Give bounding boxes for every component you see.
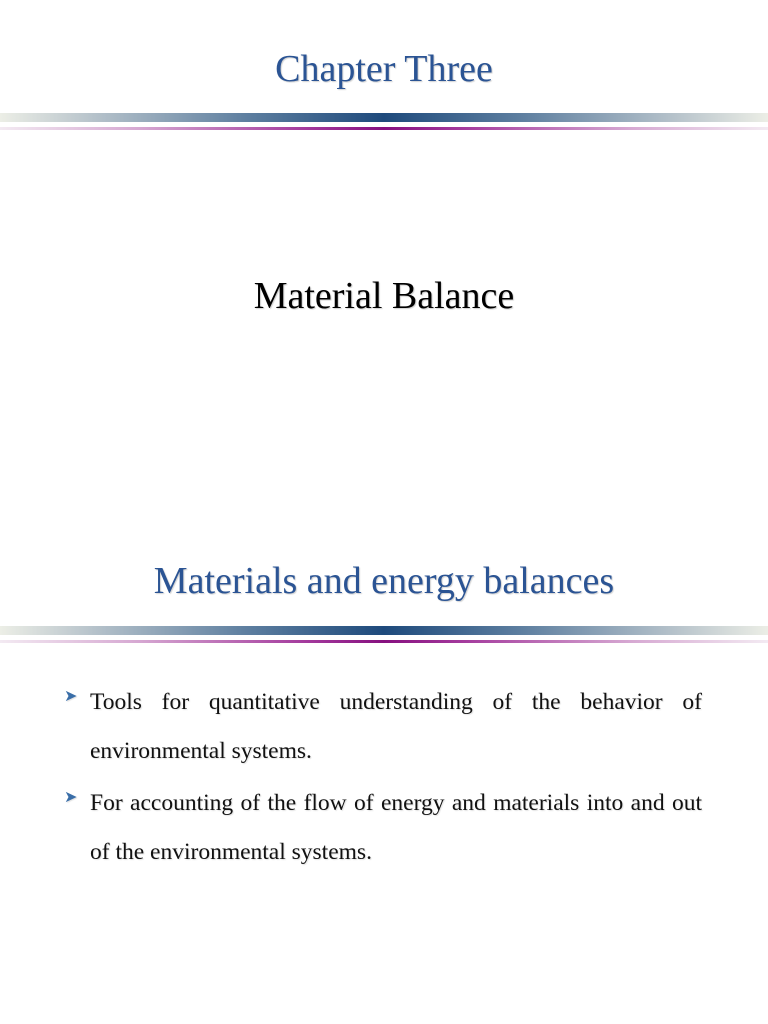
- divider-purple-band: [0, 127, 768, 130]
- arrowhead-bullet-icon: ➤: [64, 686, 78, 705]
- bullet-text: For accounting of the flow of energy and materials into and out of the environmental systems.: [90, 790, 702, 865]
- divider-blue-band: [0, 626, 768, 635]
- chapter-title: Chapter Three: [275, 48, 493, 90]
- bullet-item: [62, 779, 702, 877]
- divider-purple-band: [0, 640, 768, 643]
- title-divider: [0, 113, 768, 130]
- divider-blue-band: [0, 113, 768, 122]
- bullet-item: [62, 678, 702, 776]
- section-title: Materials and energy balances: [153, 560, 615, 602]
- chapter-subtitle: Material Balance: [253, 275, 515, 317]
- section-divider: [0, 626, 768, 643]
- bullet-list: [62, 678, 702, 880]
- arrowhead-bullet-icon: ➤: [64, 787, 78, 806]
- bullet-text: Tools for quantitative understanding of the behavior of environmental systems.: [90, 689, 702, 764]
